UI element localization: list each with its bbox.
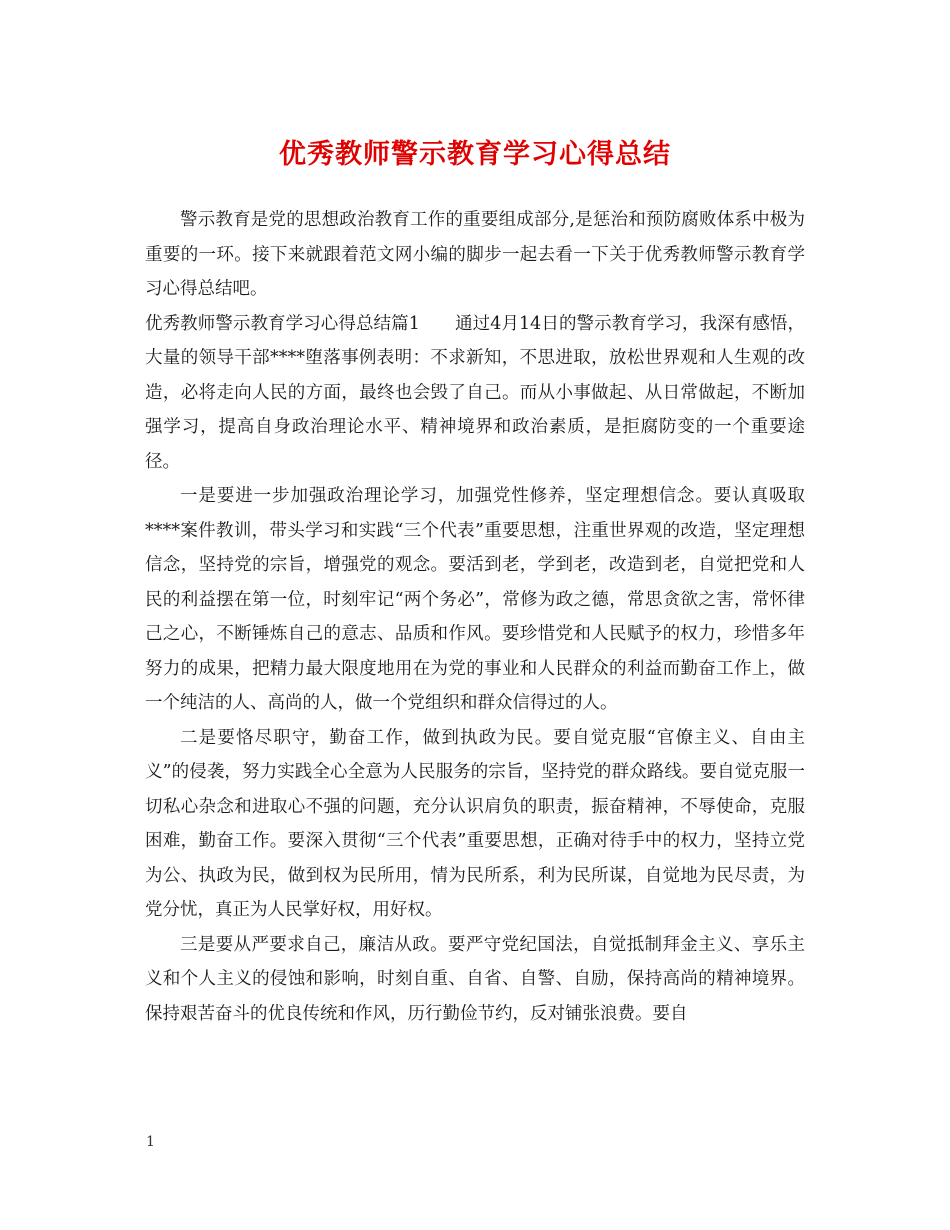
paragraph-intro: 警示教育是党的思想政治教育工作的重要组成部分,是惩治和预防腐败体系中极为重要的一环。接下来就跟着范文网小编的脚步一起去看一下关于优秀教师警示教育学习心得总结吧。 [145, 210, 805, 299]
paragraph-article-1: 优秀教师警示教育学习心得总结篇1 通过4月14日的警示教育学习，我深有感悟，大量的领导干部****堕落事例表明：不求新知，不思进取，放松世界观和人生观的改造，必将走向人民的方面，最终也会毁了自己。而从小事做起、从日常做起，不断加强学习，提高自身政治理论水平、精神境界和政治素质，是拒腐防变的一个重要途径。 [145, 313, 805, 472]
paragraph-point-3: 三是要从严要求自己，廉洁从政。要严守党纪国法，自觉抵制拜金主义、享乐主义和个人主义的侵蚀和影响，时刻自重、自省、自警、自励，保持高尚的精神境界。保持艰苦奋斗的优良传统和作风，历行勤俭节约，反对铺张浪费。要自 [145, 934, 805, 1024]
paragraph-point-1: 一是要进一步加强政治理论学习，加强党性修养，坚定理想信念。要认真吸取****案件教训，带头学习和实践“三个代表”重要思想，注重世界观的改造，坚定理想信念，坚持党的宗旨，增强党的观念。要活到老，学到老，改造到老，自觉把党和人民的利益摆在第一位，时刻牢记“两个务必”，常修为政之德，常思贪欲之害，常怀律己之心，不断锤炼自己的意志、品质和作风。要珍惜党和人民赋予的权力，珍惜多年努力的成果，把精力最大限度地用在为党的事业和人民群众的利益而勤奋工作上，做一个纯洁的人、高尚的人，做一个党组织和群众信得过的人。 [145, 486, 805, 713]
paragraph-point-2: 二是要恪尽职守，勤奋工作，做到执政为民。要自觉克服“官僚主义、自由主义”的侵袭，努力实践全心全意为人民服务的宗旨，坚持党的群众路线。要自觉克服一切私心杂念和进取心不强的问题，充分认识肩负的职责，振奋精神，不辱使命，克服困难，勤奋工作。要深入贯彻“三个代表”重要思想，正确对待手中的权力，坚持立党为公、执政为民，做到权为民所用，情为民所系，利为民所谋，自觉地为民尽责，为党分忧，真正为人民掌好权，用好权。 [145, 727, 805, 920]
page-number: 1 [146, 1134, 155, 1150]
document-title: 优秀教师警示教育学习心得总结 [279, 139, 671, 170]
document-body [145, 203, 805, 1031]
